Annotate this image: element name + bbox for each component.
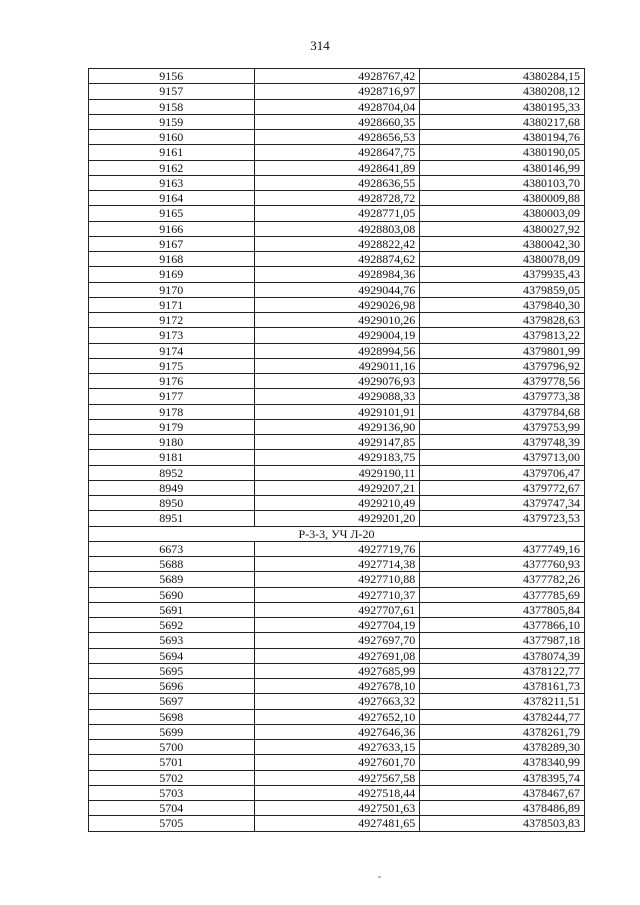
y-coordinate-cell: 4379753,99 [420, 419, 585, 434]
x-coordinate-cell: 4928641,89 [254, 160, 420, 175]
y-coordinate-cell: 4377760,93 [420, 557, 585, 572]
table-row [89, 358, 585, 373]
table-row [89, 328, 585, 343]
y-coordinate-cell: 4378122,77 [420, 663, 585, 678]
y-coordinate-cell: 4378467,67 [420, 785, 585, 800]
x-coordinate-cell: 4927710,37 [254, 587, 420, 602]
point-number-cell: 9173 [89, 328, 255, 343]
table-row [89, 587, 585, 602]
point-number-cell: 9178 [89, 404, 255, 419]
table-row [89, 572, 585, 587]
point-number-cell: 5700 [89, 740, 255, 755]
y-coordinate-cell: 4379748,39 [420, 435, 585, 450]
table-row [89, 816, 585, 831]
table-row [89, 648, 585, 663]
point-number-cell: 5701 [89, 755, 255, 770]
table-row [89, 740, 585, 755]
table-row [89, 145, 585, 160]
y-coordinate-cell: 4379772,67 [420, 480, 585, 495]
table-row [89, 694, 585, 709]
y-coordinate-cell: 4380208,12 [420, 84, 585, 99]
table-row [89, 267, 585, 282]
point-number-cell: 8950 [89, 496, 255, 511]
y-coordinate-cell: 4378395,74 [420, 770, 585, 785]
table-row [89, 160, 585, 175]
x-coordinate-cell: 4929011,16 [254, 358, 420, 373]
point-number-cell: 9170 [89, 282, 255, 297]
x-coordinate-cell: 4929044,76 [254, 282, 420, 297]
point-number-cell: 5702 [89, 770, 255, 785]
point-number-cell: 5697 [89, 694, 255, 709]
x-coordinate-cell: 4927633,15 [254, 740, 420, 755]
table-row [89, 191, 585, 206]
y-coordinate-cell: 4380027,92 [420, 221, 585, 236]
y-coordinate-cell: 4377785,69 [420, 587, 585, 602]
table-row [89, 130, 585, 145]
point-number-cell: 9161 [89, 145, 255, 160]
x-coordinate-cell: 4927678,10 [254, 679, 420, 694]
x-coordinate-cell: 4928656,53 [254, 130, 420, 145]
y-coordinate-cell: 4378289,30 [420, 740, 585, 755]
table-row [89, 770, 585, 785]
y-coordinate-cell: 4378503,83 [420, 816, 585, 831]
table-row [89, 602, 585, 617]
table-body-before [89, 69, 585, 527]
y-coordinate-cell: 4379784,68 [420, 404, 585, 419]
y-coordinate-cell: 4377987,18 [420, 633, 585, 648]
y-coordinate-cell: 4379935,43 [420, 267, 585, 282]
table-row [89, 114, 585, 129]
x-coordinate-cell: 4929210,49 [254, 496, 420, 511]
y-coordinate-cell: 4377866,10 [420, 618, 585, 633]
x-coordinate-cell: 4928822,42 [254, 236, 420, 251]
y-coordinate-cell: 4378486,89 [420, 801, 585, 816]
table-row [89, 480, 585, 495]
x-coordinate-cell: 4927707,61 [254, 602, 420, 617]
y-coordinate-cell: 4379778,56 [420, 374, 585, 389]
point-number-cell: 9179 [89, 419, 255, 434]
y-coordinate-cell: 4380078,09 [420, 252, 585, 267]
x-coordinate-cell: 4927714,38 [254, 557, 420, 572]
y-coordinate-cell: 4380284,15 [420, 69, 585, 84]
point-number-cell: 5692 [89, 618, 255, 633]
y-coordinate-cell: 4379840,30 [420, 297, 585, 312]
y-coordinate-cell: 4380194,76 [420, 130, 585, 145]
section-header-row [89, 526, 585, 541]
y-coordinate-cell: 4379723,53 [420, 511, 585, 526]
point-number-cell: 9171 [89, 297, 255, 312]
y-coordinate-cell: 4379747,34 [420, 496, 585, 511]
x-coordinate-cell: 4928704,04 [254, 99, 420, 114]
y-coordinate-cell: 4378340,99 [420, 755, 585, 770]
table-row [89, 404, 585, 419]
point-number-cell: 9180 [89, 435, 255, 450]
table-row [89, 801, 585, 816]
y-coordinate-cell: 4377782,26 [420, 572, 585, 587]
x-coordinate-cell: 4927567,58 [254, 770, 420, 785]
y-coordinate-cell: 4379773,38 [420, 389, 585, 404]
y-coordinate-cell: 4377749,16 [420, 541, 585, 556]
x-coordinate-cell: 4928874,62 [254, 252, 420, 267]
section-header-body [89, 526, 585, 541]
point-number-cell: 5690 [89, 587, 255, 602]
table-row [89, 206, 585, 221]
table-row [89, 69, 585, 84]
table-row [89, 84, 585, 99]
y-coordinate-cell: 4380195,33 [420, 99, 585, 114]
point-number-cell: 9166 [89, 221, 255, 236]
y-coordinate-cell: 4380042,30 [420, 236, 585, 251]
x-coordinate-cell: 4929207,21 [254, 480, 420, 495]
point-number-cell: 9176 [89, 374, 255, 389]
table-row [89, 465, 585, 480]
table-row [89, 297, 585, 312]
x-coordinate-cell: 4927518,44 [254, 785, 420, 800]
point-number-cell: 8952 [89, 465, 255, 480]
point-number-cell: 5693 [89, 633, 255, 648]
table-row [89, 557, 585, 572]
point-number-cell: 9169 [89, 267, 255, 282]
y-coordinate-cell: 4378074,39 [420, 648, 585, 663]
point-number-cell: 9175 [89, 358, 255, 373]
x-coordinate-cell: 4928716,97 [254, 84, 420, 99]
table-row [89, 435, 585, 450]
x-coordinate-cell: 4927719,76 [254, 541, 420, 556]
y-coordinate-cell: 4379859,05 [420, 282, 585, 297]
x-coordinate-cell: 4927601,70 [254, 755, 420, 770]
y-coordinate-cell: 4380103,70 [420, 175, 585, 190]
x-coordinate-cell: 4928728,72 [254, 191, 420, 206]
x-coordinate-cell: 4929101,91 [254, 404, 420, 419]
point-number-cell: 8951 [89, 511, 255, 526]
table-row [89, 496, 585, 511]
point-number-cell: 9158 [89, 99, 255, 114]
point-number-cell: 9181 [89, 450, 255, 465]
table-row [89, 419, 585, 434]
y-coordinate-cell: 4380009,88 [420, 191, 585, 206]
point-number-cell: 9172 [89, 313, 255, 328]
point-number-cell: 9156 [89, 69, 255, 84]
y-coordinate-cell: 4379796,92 [420, 358, 585, 373]
x-coordinate-cell: 4929088,33 [254, 389, 420, 404]
x-coordinate-cell: 4928771,05 [254, 206, 420, 221]
x-coordinate-cell: 4929183,75 [254, 450, 420, 465]
y-coordinate-cell: 4378211,51 [420, 694, 585, 709]
x-coordinate-cell: 4929201,20 [254, 511, 420, 526]
coordinates-table [88, 68, 585, 832]
point-number-cell: 9159 [89, 114, 255, 129]
point-number-cell: 5689 [89, 572, 255, 587]
x-coordinate-cell: 4928660,35 [254, 114, 420, 129]
x-coordinate-cell: 4928647,75 [254, 145, 420, 160]
x-coordinate-cell: 4928767,42 [254, 69, 420, 84]
x-coordinate-cell: 4929190,11 [254, 465, 420, 480]
x-coordinate-cell: 4927697,70 [254, 633, 420, 648]
table-row [89, 99, 585, 114]
table-row [89, 389, 585, 404]
table-row [89, 541, 585, 556]
table-row [89, 343, 585, 358]
table-row [89, 633, 585, 648]
y-coordinate-cell: 4379801,99 [420, 343, 585, 358]
page-number: 314 [310, 38, 330, 53]
point-number-cell: 9174 [89, 343, 255, 358]
point-number-cell: 9160 [89, 130, 255, 145]
x-coordinate-cell: 4927691,08 [254, 648, 420, 663]
x-coordinate-cell: 4927646,36 [254, 724, 420, 739]
x-coordinate-cell: 4927501,63 [254, 801, 420, 816]
x-coordinate-cell: 4928803,08 [254, 221, 420, 236]
x-coordinate-cell: 4929076,93 [254, 374, 420, 389]
point-number-cell: 5699 [89, 724, 255, 739]
section-title: Р-3-3, УЧ Л-20 [89, 526, 585, 541]
table-row [89, 236, 585, 251]
point-number-cell: 9164 [89, 191, 255, 206]
table-row [89, 221, 585, 236]
scan-artifact-mark [378, 876, 381, 878]
y-coordinate-cell: 4379813,22 [420, 328, 585, 343]
y-coordinate-cell: 4379706,47 [420, 465, 585, 480]
point-number-cell: 5705 [89, 816, 255, 831]
point-number-cell: 5688 [89, 557, 255, 572]
y-coordinate-cell: 4380003,09 [420, 206, 585, 221]
point-number-cell: 5698 [89, 709, 255, 724]
table-row [89, 450, 585, 465]
point-number-cell: 9162 [89, 160, 255, 175]
y-coordinate-cell: 4378244,77 [420, 709, 585, 724]
y-coordinate-cell: 4377805,84 [420, 602, 585, 617]
y-coordinate-cell: 4379828,63 [420, 313, 585, 328]
table-row [89, 679, 585, 694]
table-row [89, 785, 585, 800]
x-coordinate-cell: 4928984,36 [254, 267, 420, 282]
x-coordinate-cell: 4927652,10 [254, 709, 420, 724]
point-number-cell: 5695 [89, 663, 255, 678]
table-row [89, 709, 585, 724]
table-row [89, 374, 585, 389]
x-coordinate-cell: 4929010,26 [254, 313, 420, 328]
table-body-after [89, 541, 585, 831]
y-coordinate-cell: 4378161,73 [420, 679, 585, 694]
y-coordinate-cell: 4380190,05 [420, 145, 585, 160]
table-row [89, 511, 585, 526]
x-coordinate-cell: 4928636,55 [254, 175, 420, 190]
point-number-cell: 8949 [89, 480, 255, 495]
point-number-cell: 9168 [89, 252, 255, 267]
x-coordinate-cell: 4929004,19 [254, 328, 420, 343]
point-number-cell: 9157 [89, 84, 255, 99]
point-number-cell: 9165 [89, 206, 255, 221]
table-row [89, 755, 585, 770]
x-coordinate-cell: 4927663,32 [254, 694, 420, 709]
y-coordinate-cell: 4379713,00 [420, 450, 585, 465]
table-row [89, 175, 585, 190]
table-row [89, 618, 585, 633]
point-number-cell: 5696 [89, 679, 255, 694]
x-coordinate-cell: 4929136,90 [254, 419, 420, 434]
point-number-cell: 9163 [89, 175, 255, 190]
table-row [89, 313, 585, 328]
x-coordinate-cell: 4927704,19 [254, 618, 420, 633]
point-number-cell: 9177 [89, 389, 255, 404]
y-coordinate-cell: 4380146,99 [420, 160, 585, 175]
point-number-cell: 5694 [89, 648, 255, 663]
y-coordinate-cell: 4380217,68 [420, 114, 585, 129]
x-coordinate-cell: 4927685,99 [254, 663, 420, 678]
y-coordinate-cell: 4378261,79 [420, 724, 585, 739]
point-number-cell: 6673 [89, 541, 255, 556]
x-coordinate-cell: 4929147,85 [254, 435, 420, 450]
x-coordinate-cell: 4929026,98 [254, 297, 420, 312]
x-coordinate-cell: 4927710,88 [254, 572, 420, 587]
table-row [89, 663, 585, 678]
table-row [89, 724, 585, 739]
x-coordinate-cell: 4928994,56 [254, 343, 420, 358]
x-coordinate-cell: 4927481,65 [254, 816, 420, 831]
point-number-cell: 5704 [89, 801, 255, 816]
table-row [89, 252, 585, 267]
point-number-cell: 9167 [89, 236, 255, 251]
point-number-cell: 5703 [89, 785, 255, 800]
point-number-cell: 5691 [89, 602, 255, 617]
table-row [89, 282, 585, 297]
